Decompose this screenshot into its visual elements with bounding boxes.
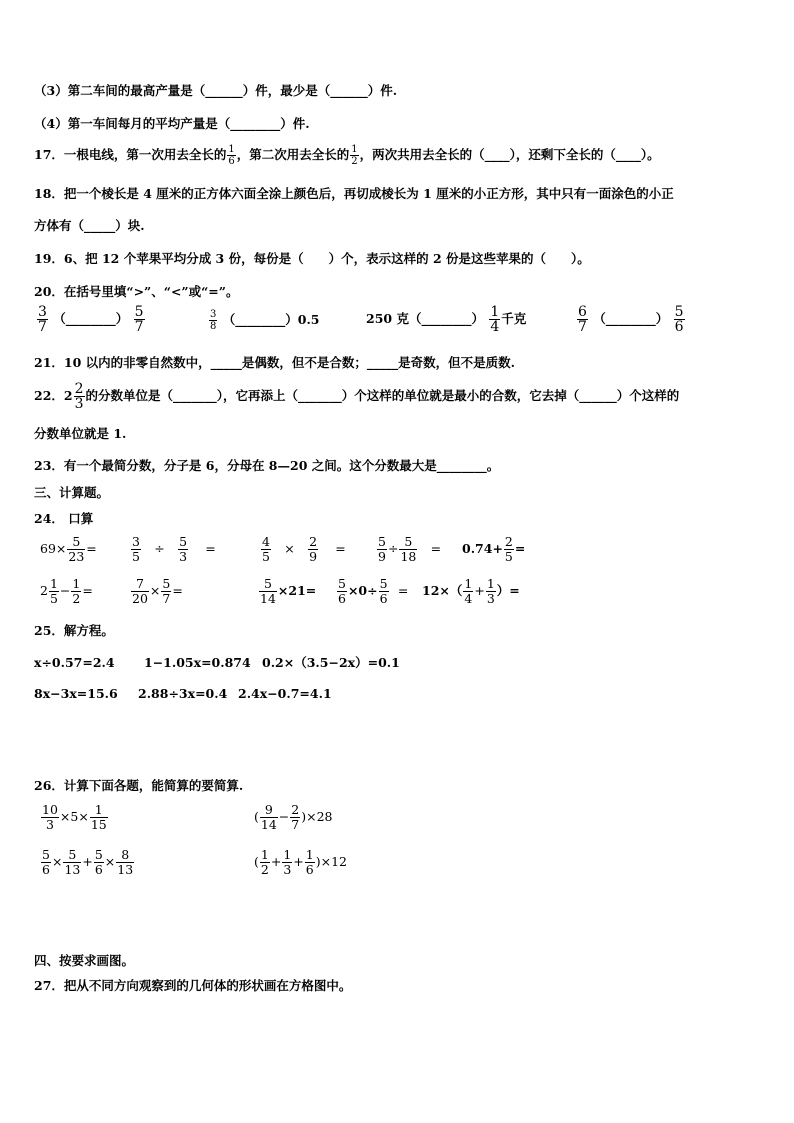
fraction: $\frac{1}{2}$: [72, 576, 81, 606]
q25-eq-1: x÷0.57=2.4: [34, 655, 115, 670]
q20-title: 20．在括号里填“>”、“<”或“=”。: [34, 284, 239, 299]
fraction: $\frac{10}{3}$: [42, 802, 58, 832]
q26-c: $\frac{5}{6}$ × $\frac{5}{13}$ + $\frac{5}{6}$ × $\frac{8}{13}$: [42, 847, 134, 877]
fraction: $\frac{3}{8}$: [210, 309, 217, 332]
q20-item-4: [576, 305, 686, 334]
fraction: $\frac{5}{6}$: [674, 304, 684, 335]
q24-r1-a: 69× $\frac{5}{23}$ =: [40, 534, 97, 564]
q23: 23．有一个最简分数，分子是 6，分母在 8—20 之间。这个分数最大是________。: [34, 458, 500, 473]
q26-d: ( $\frac{1}{2}$ + $\frac{1}{3}$ + $\frac{1}{6}$ )×12: [254, 847, 347, 877]
q17-text-2: ，第二次用去全长的: [236, 147, 350, 162]
fraction: $\frac{5}{7}$: [134, 304, 144, 335]
fraction: $\frac{1}{15}$: [90, 802, 107, 832]
q26-a: $\frac{10}{3}$ ×5× $\frac{1}{15}$: [42, 802, 107, 832]
fraction: $\frac{6}{7}$: [578, 304, 587, 335]
q24-r2-d: $\frac{5}{6}$ ×0÷ $\frac{5}{6}$ =: [338, 576, 409, 606]
q16-line4: （4）第一车间每月的平均产量是（________）件.: [34, 116, 310, 131]
q25-eq-3: 0.2×（3.5−2x）=0.1: [262, 655, 400, 670]
fraction: $\frac{1}{4}$: [464, 576, 473, 606]
q22-line1: 22．2 $\frac{2}{3}$ 的分数单位是（_______），它再添上（_______）个这样的单位就是最小的合数，它去掉（______）个这样的: [34, 381, 680, 412]
q21: 21．10 以内的非零自然数中，_____是偶数，但不是合数；_____是奇数，但不是质数.: [34, 355, 515, 370]
q25-eq-2: 1−1.05x=0.874: [144, 655, 251, 670]
answer-blank: （________）: [53, 311, 129, 326]
fraction: $\frac{5}{9}$: [378, 534, 386, 564]
q24-r2-c: $\frac{5}{14}$ ×21=: [260, 576, 317, 606]
q20-item-1: [36, 305, 146, 334]
fraction: $\frac{5}{6}$: [338, 576, 346, 606]
fraction: $\frac{2}{9}$: [309, 534, 318, 564]
fraction: $\frac{2}{5}$: [504, 534, 513, 564]
section-4-heading: 四、按要求画图。: [34, 953, 135, 968]
fraction: $\frac{1}{6}$: [228, 144, 235, 167]
q25-eq-5: 2.88÷3x=0.4: [138, 686, 228, 701]
fraction: $\frac{5}{13}$: [64, 847, 81, 877]
fraction: $\frac{9}{14}$: [260, 802, 277, 832]
fraction: $\frac{5}{14}$: [260, 576, 276, 606]
q20-item-2: $\frac{3}{8}$ （________）0.5: [210, 309, 320, 332]
answer-blank: （________）: [222, 312, 298, 327]
q26-title: 26．计算下面各题，能简算的要简算.: [34, 778, 244, 793]
fraction: $\frac{1}{4}$: [490, 304, 500, 335]
q20-item-3: 250 克（________） $\frac{1}{4}$ 千克: [366, 304, 527, 335]
fraction: $\frac{5}{6}$: [94, 847, 103, 877]
q24-r1-c: $\frac{4}{5}$ × $\frac{2}{9}$ =: [262, 534, 346, 564]
q19: 19．6、把 12 个苹果平均分成 3 份，每份是（ ）个，表示这样的 2 份是这些苹果的（ ）。: [34, 251, 590, 266]
fraction: $\frac{8}{13}$: [117, 847, 134, 877]
q17: [34, 144, 660, 167]
q24-title: 24． 口算: [34, 511, 94, 526]
fraction: $\frac{5}{23}$: [68, 534, 85, 564]
fraction: $\frac{5}{7}$: [162, 576, 171, 606]
q18-line2: 方体有（_____）块.: [34, 218, 145, 233]
q18-line1: 18．把一个棱长是 4 厘米的正方体六面全涂上颜色后，再切成棱长为 1 厘米的小正方形，其中只有一面涂色的小正: [34, 186, 674, 201]
fraction: $\frac{1}{3}$: [283, 847, 292, 877]
q24-r2-b: $\frac{7}{20}$ × $\frac{5}{7}$ =: [132, 576, 183, 606]
fraction: $\frac{2}{3}$: [74, 381, 84, 412]
fraction: $\frac{1}{6}$: [305, 847, 314, 877]
q16-line3: （3）第二车间的最高产量是（______）件，最少是（______）件.: [34, 83, 398, 98]
q24-r2-e: 12×（ $\frac{1}{4}$ + $\frac{1}{3}$ ）=: [422, 576, 520, 606]
q24-r2-a: 2 $\frac{1}{5}$ − $\frac{1}{2}$ =: [40, 576, 93, 606]
fraction: $\frac{3}{5}$: [132, 534, 140, 564]
q17-text-3: ，两次共用去全长的（____），还剩下全长的（____）。: [359, 147, 660, 162]
fraction: $\frac{2}{7}$: [291, 802, 300, 832]
q17-text-1: 17．一根电线，第一次用去全长的: [34, 147, 227, 162]
fraction: $\frac{1}{2}$: [351, 144, 358, 167]
fraction: $\frac{5}{18}$: [400, 534, 417, 564]
q25-eq-4: 8x−3x=15.6: [34, 686, 118, 701]
q25-eq-6: 2.4x−0.7=4.1: [238, 686, 332, 701]
fraction: $\frac{1}{2}$: [260, 847, 269, 877]
answer-blank: （________）: [593, 311, 669, 326]
section-3-heading: 三、计算题。: [34, 485, 110, 500]
q26-b: ( $\frac{9}{14}$ − $\frac{2}{7}$ )×28: [254, 802, 333, 832]
fraction: $\frac{1}{5}$: [49, 576, 58, 606]
q24-r1-b: $\frac{3}{5}$ ÷ $\frac{5}{3}$ =: [132, 534, 216, 564]
fraction: $\frac{3}{7}$: [38, 304, 47, 335]
q25-title: 25．解方程。: [34, 623, 114, 638]
q22-line2: 分数单位就是 1.: [34, 426, 127, 441]
fraction: $\frac{1}{3}$: [486, 576, 495, 606]
q24-r1-d: $\frac{5}{9}$ ÷ $\frac{5}{18}$ =: [378, 534, 442, 564]
q24-r1-e: 0.74+ $\frac{2}{5}$ =: [462, 534, 526, 564]
q27: 27．把从不同方向观察到的几何体的形状画在方格图中。: [34, 978, 352, 993]
fraction: $\frac{5}{6}$: [42, 847, 50, 877]
fraction: $\frac{5}{3}$: [179, 534, 188, 564]
fraction: $\frac{7}{20}$: [132, 576, 148, 606]
fraction: $\frac{4}{5}$: [262, 534, 270, 564]
answer-blank: （________）: [408, 311, 484, 326]
fraction: $\frac{5}{6}$: [379, 576, 388, 606]
